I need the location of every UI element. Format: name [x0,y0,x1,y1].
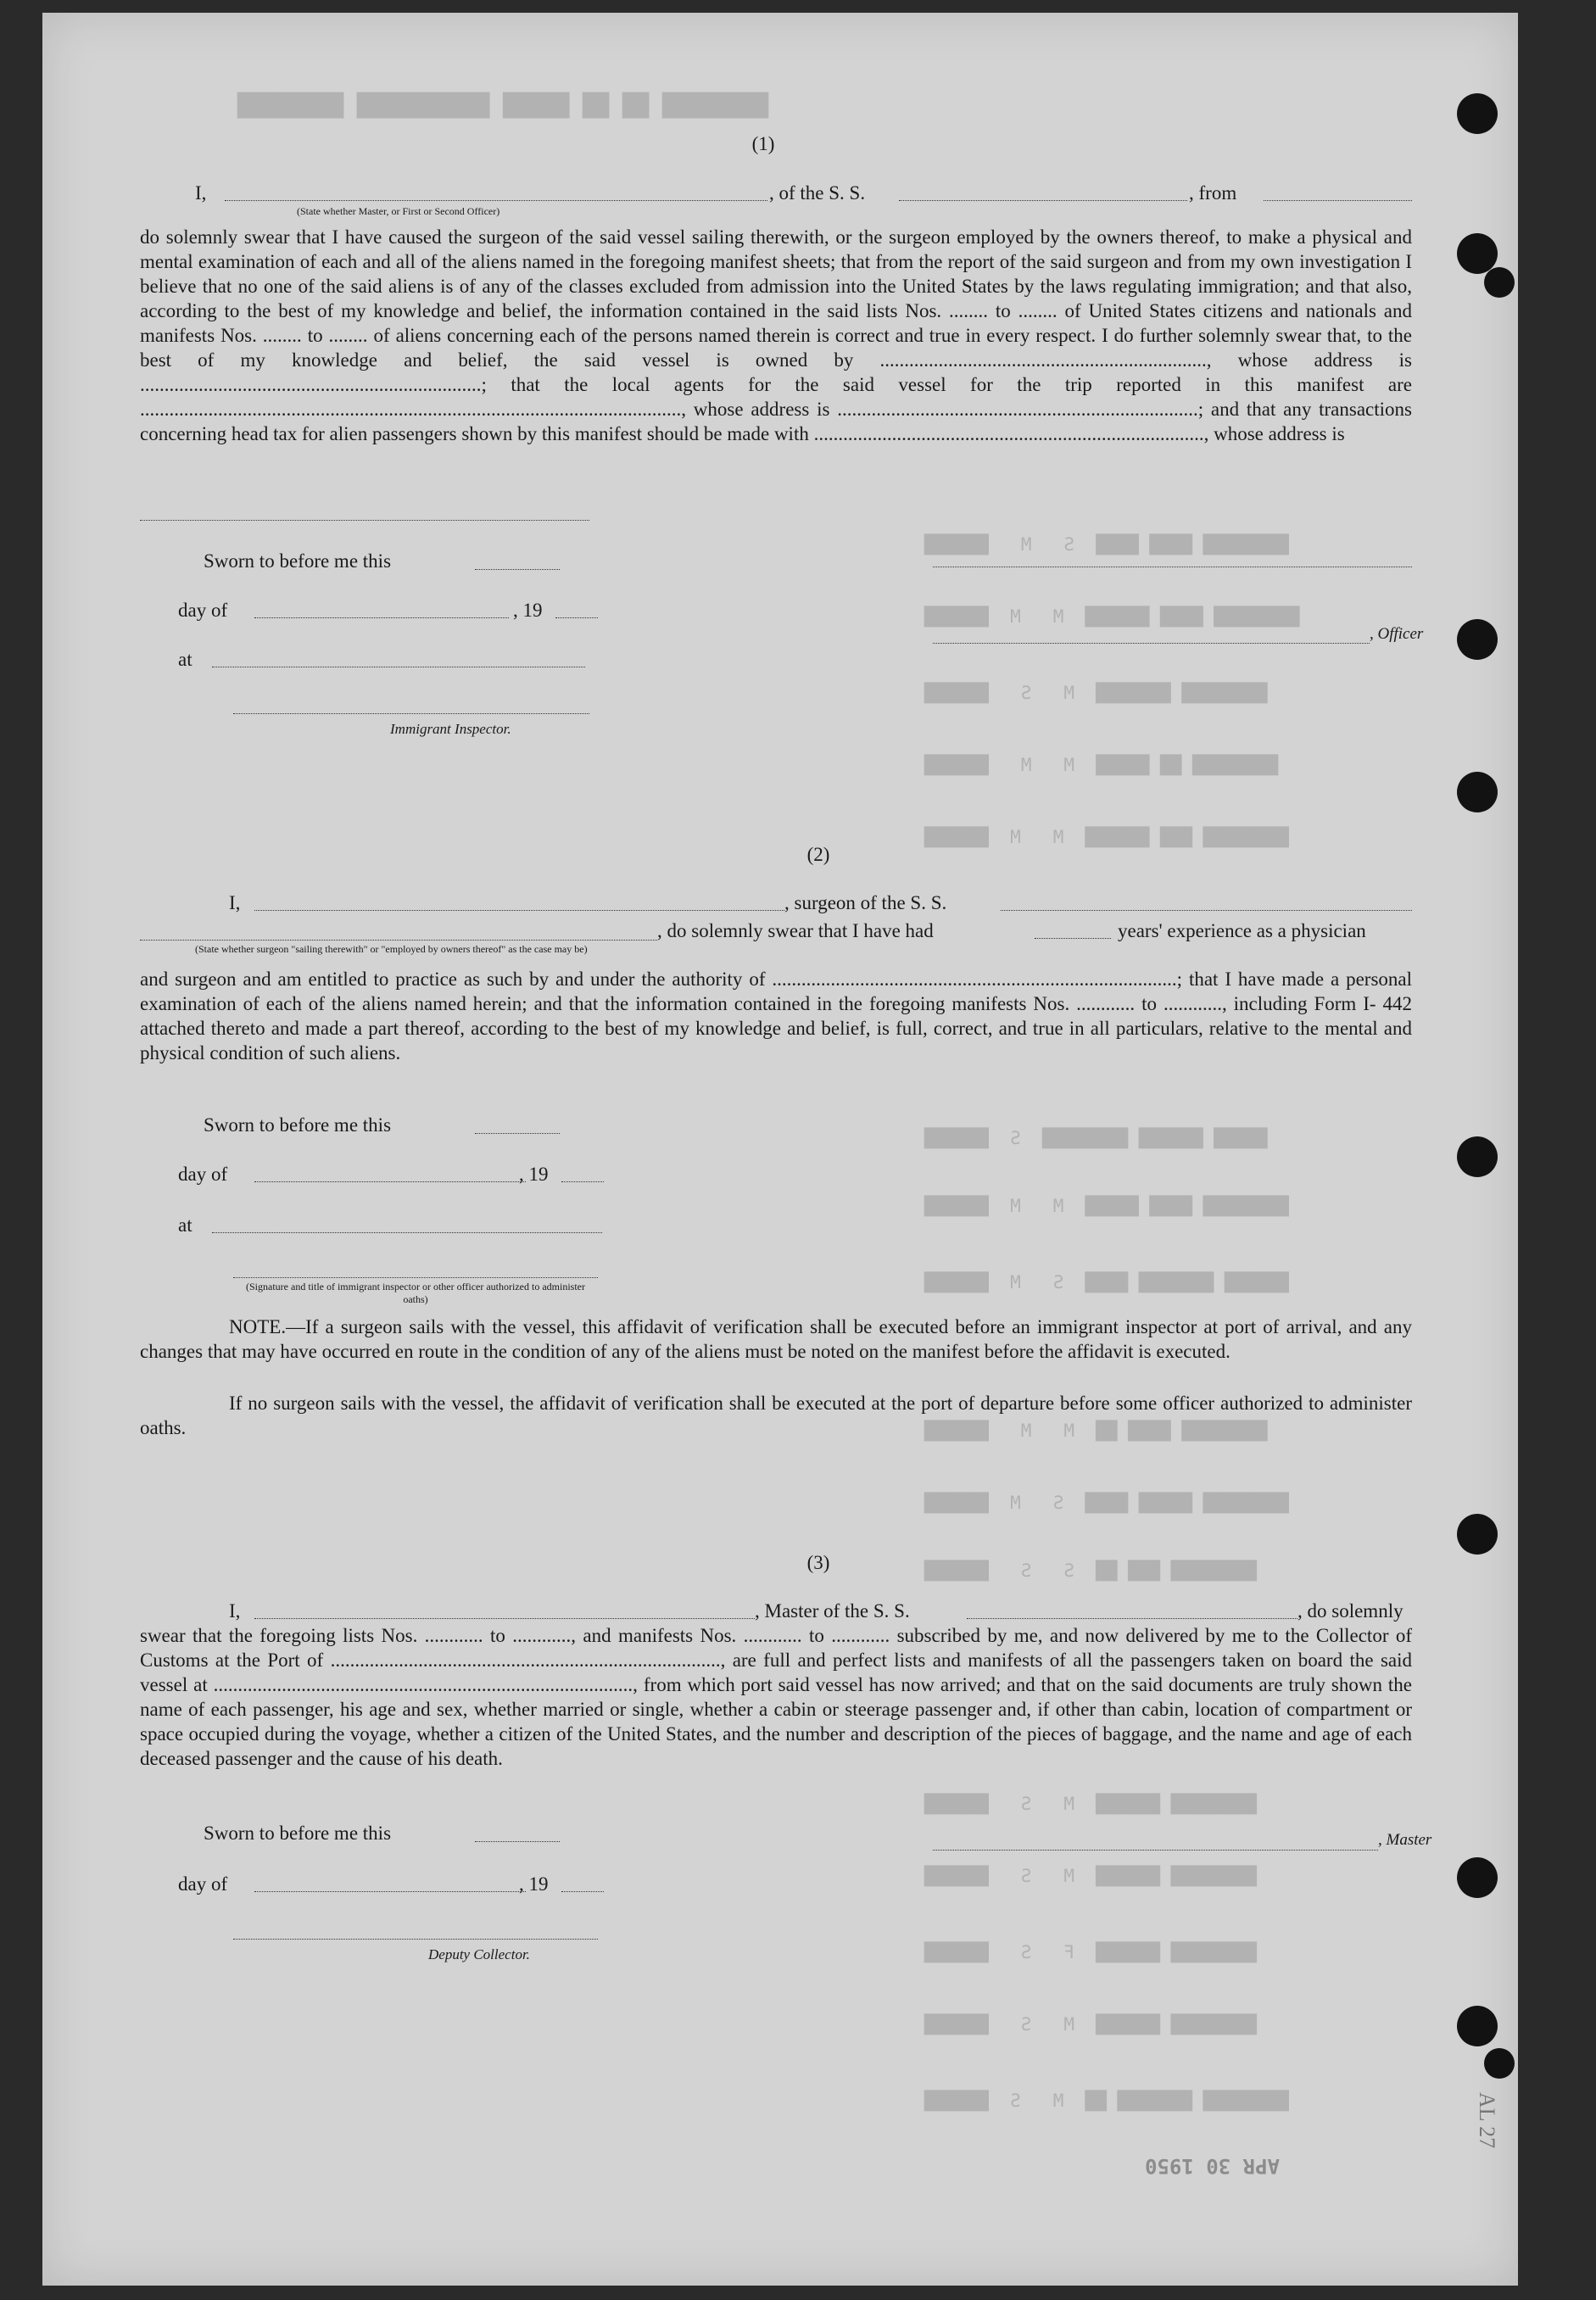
punch-hole [1457,2006,1498,2046]
section-1-I: I, [195,182,207,204]
years-experience-label: years' experience as a physician [1118,920,1366,941]
year-label-3: , 19 [519,1873,549,1895]
from-label: , from [1189,182,1237,204]
bleed-through-text: █████ ██████ ████████ S ██████ [924,1128,1268,1148]
day-of-blank-1 [254,617,509,618]
sworn-label-3: Sworn to before me this [204,1823,392,1844]
note-no-surgeon: If no surgeon sails with the vessel, the affidavit of verification shall be executed at the port of departure before some officer authorized to administer oaths. [140,1393,1412,1438]
punch-hole [1457,619,1498,660]
sworn-blank-3 [475,1840,560,1842]
bleed-through-text: ████████ ███████ M S ██████ [924,683,1268,703]
note-surgeon-sails: NOTE.—If a surgeon sails with the vessel, this affidavit of verification shall be executed before an immigrant inspector at port of arrival, and any changes that may have occurred en route in the condition of any of the aliens must be noted on the manifest before the affidavit is executed. [140,1316,1412,1362]
officer-line [933,642,1370,644]
section-3-number: (3) [806,1552,830,1573]
from-port-blank [1264,199,1412,201]
deputy-collector-label: Deputy Collector. [428,1946,530,1962]
surgeon-ship-blank [1001,909,1412,911]
sworn-blank-2 [475,1132,560,1134]
address-blank [140,519,589,521]
punch-hole [1457,1857,1498,1898]
master-of-ss-label: , Master of the S. S. [755,1600,910,1622]
section-3-I: I, [229,1600,241,1622]
signature-title-hint: (Signature and title of immigrant inspector or other officer authorized to administer oaths) [246,1281,585,1305]
section-2-I: I, [229,892,241,913]
year-label-1: , 19 [513,600,543,621]
bleed-through-text: ████████ ██ █████ M M ██████ [924,755,1279,775]
handwritten-note: AL 27 [1475,2091,1500,2149]
master-signature-blank [933,1849,1378,1851]
manifest-back-page [42,13,1518,2286]
section-1-oath-text: do solemnly swear that I have caused the surgeon of the said vessel sailing therewith, or the surgeon employed by the owners thereof, to make a physical and mental examination of each and all of the aliens named in the foregoing manifest sheets; that from the report of the said surgeon and from my own investigation I believe that no one of the said aliens is of any of the classes excluded from admission into the United States by the laws regulating immigration; and that also, according to the best of my knowledge and belief, the information contained in the said lists Nos. ........ to ........ of United States citizens and nationals and manifests Nos. ........ to ........ of aliens concerning each of the persons named therein is correct and true in every respect. I do further solemnly swear that, to the best of my knowledge and belief, the said vessel is owned by ..................................................................., whose address is ......................................................................; that the local agents for the said vessel for the trip reported in this manifest are ..............................................................................................................., whose address is ..........................................................................; and that any transactions concerning head tax for alien passengers shown by this manifest should be made with ................................................................................, whose address is [140,226,1412,444]
at-label-2: at [178,1214,193,1236]
punch-hole [1457,1514,1498,1555]
day-of-blank-3 [254,1890,526,1892]
punch-hole [1457,1136,1498,1177]
years-blank [1035,937,1111,939]
bleed-through-text: ████████ ████ ██ M M ██████ [924,1421,1268,1441]
bleed-through-text: ████████ ███ ██ S S ██████ [924,1560,1257,1581]
punch-hole [1457,772,1498,812]
surgeon-status-hint: (State whether surgeon "sailing therewith" or "employed by owners thereof" as the case may be) [195,943,588,955]
section-2-number: (2) [806,844,830,865]
day-of-blank-2 [254,1181,526,1182]
sworn-label-1: Sworn to before me this [204,550,392,572]
day-of-label-1: day of [178,600,228,621]
section-2-oath-text: and surgeon and am entitled to practice as such by and under the authority of ...................................................................................; that I have made a personal examination of each of the aliens named herein; and that the information contained in the foregoing manifests Nos. ............ to ............, including Form I- 442 attached thereto and made a part thereof, according to the best of my knowledge and belief, is full, correct, and true in all particulars, relative to the mental and physical condition of such aliens. [140,969,1412,1063]
at-label-1: at [178,649,193,670]
year-blank-3 [561,1890,604,1892]
ship-name-blank [899,199,1187,201]
officer-name-blank [225,199,767,201]
bleed-through-text: ████████ ███ ██████ M M ██████ [924,827,1289,847]
year-label-2: , 19 [519,1164,549,1185]
sworn-label-2: Sworn to before me this [204,1114,392,1136]
bleed-through-text: ████████ ██ ██ █████ ██████████ ████████ [237,93,769,119]
bleed-through-text: ████████ █████ ████ S M ██████ [924,1493,1289,1513]
do-solemnly-label: , do solemnly [1297,1600,1403,1622]
of-ss-label: , of the S. S. [769,182,866,204]
bleed-through-text: ████████ ██████ M S ██████ [924,1866,1257,1886]
inspector-signature-blank [233,712,589,714]
master-label: , Master [1378,1831,1432,1849]
day-of-label-3: day of [178,1873,228,1895]
master-ship-blank [967,1617,1297,1619]
bleed-through-text: ████████ ██████ F S ██████ [924,1942,1257,1962]
immigrant-inspector-label: Immigrant Inspector. [390,721,511,737]
punch-hole [1484,2048,1515,2079]
surgeon-oath-label: , do solemnly swear that I have had [657,920,934,941]
year-blank-2 [561,1181,604,1182]
at-blank-1 [212,666,585,667]
surgeon-status-blank [140,939,657,941]
bleed-through-text: ████████ ██████ M S ██████ [924,2014,1257,2035]
section-1-number: (1) [751,133,775,154]
bleed-through-text: ████████ ████ █████ M M ██████ [924,1196,1289,1216]
surgeon-of-ss-label: , surgeon of the S. S. [784,892,947,913]
sworn-blank-1 [475,568,560,570]
date-stamp: APR 30 1950 [1145,2154,1280,2178]
section-3-oath-text: swear that the foregoing lists Nos. ............ to ............, and manifests Nos. ............ to ............ subscribed by me, and now delivered by me to the Collector of Customs at the Port of ................................................................................, are full and perfect lists and manifests of all the passengers taken on board the said vessel at ......................................................................................, from which port said vessel has now arrived; and that on the said documents are truly shown the name of each passenger, his age and sex, whether married or single, whether a cabin or steerage passenger and, if other than cabin, location of compartment or space occupied during the voyage, whether a citizen of the United States, and the number and description of the pieces of baggage, and the name and age of each deceased passenger and the cause of his death. [140,1625,1412,1769]
punch-hole [1484,267,1515,298]
bleed-through-text: ████████ ██████ M S ██████ [924,1794,1257,1814]
at-blank-2 [212,1231,602,1233]
surgeon-witness-signature-blank [233,1276,598,1278]
bleed-through-text: ████████ ████ ████ S M ██████ [924,534,1289,555]
year-blank-1 [555,617,598,618]
deputy-collector-signature-blank [233,1938,598,1940]
day-of-label-2: day of [178,1164,228,1185]
punch-hole [1457,93,1498,134]
officer-signature-blank [933,566,1412,567]
surgeon-name-blank [254,909,784,911]
officer-rank-hint: (State whether Master, or First or Second Officer) [297,205,500,217]
bleed-through-text: ████████ ████ ██████ M M ██████ [924,606,1300,627]
bleed-through-text: ████████ ███████ ██ M S ██████ [924,2091,1289,2111]
bleed-through-text: ██████ ███████ ████ S M ██████ [924,1272,1289,1292]
punch-hole [1457,233,1498,274]
officer-label: , Officer [1370,625,1424,643]
master-name-blank [254,1617,755,1619]
